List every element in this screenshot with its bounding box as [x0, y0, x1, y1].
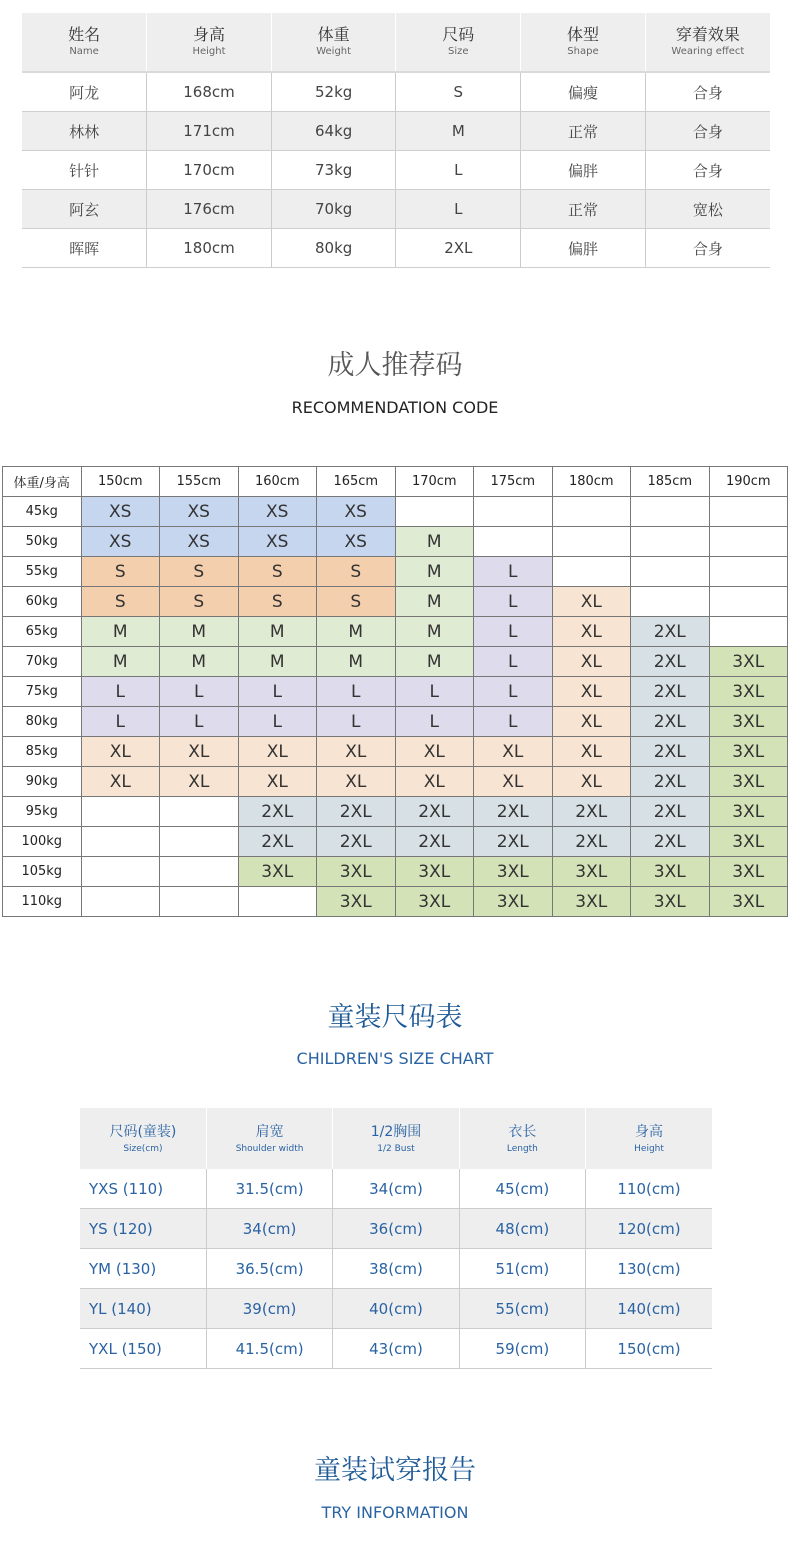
tryon-header-weight: 体重 Weight — [271, 13, 396, 72]
children-cell: 39(cm) — [206, 1289, 332, 1329]
adult-size-cell: XS — [160, 497, 239, 527]
adult-size-cell: XS — [238, 527, 317, 557]
tryon-cell: 阿玄 — [22, 190, 147, 229]
adult-row — [3, 647, 788, 677]
children-row — [80, 1289, 712, 1329]
adult-size-cell: XS — [81, 527, 160, 557]
children-cell: 55(cm) — [459, 1289, 585, 1329]
adult-size-cell: 3XL — [709, 677, 788, 707]
children-cell: 48(cm) — [459, 1209, 585, 1249]
tryon-cell: 171cm — [147, 112, 272, 151]
try-title: 童装试穿报告 — [314, 1455, 476, 1486]
adult-row — [3, 737, 788, 767]
adult-size-cell: 3XL — [631, 857, 710, 887]
children-cell: 140(cm) — [586, 1289, 712, 1329]
adult-size-cell — [709, 587, 788, 617]
adult-size-cell: XS — [317, 527, 396, 557]
adult-size-cell: 3XL — [474, 887, 553, 917]
tryon-header-size: 尺码 Size — [396, 13, 521, 72]
adult-size-cell: 2XL — [238, 797, 317, 827]
tryon-cell: L — [396, 190, 521, 229]
adult-size-cell: M — [395, 527, 474, 557]
adult-size-cell — [631, 587, 710, 617]
adult-size-cell: XL — [81, 737, 160, 767]
children-cell: YL (140) — [80, 1289, 206, 1329]
adult-size-cell — [474, 497, 553, 527]
adult-weight-cell: 65kg — [3, 617, 82, 647]
adult-size-cell: XL — [474, 737, 553, 767]
adult-corner-cell: 体重/身高 — [3, 467, 82, 497]
adult-size-cell: S — [238, 587, 317, 617]
adult-size-cell: 2XL — [631, 617, 710, 647]
tryon-row — [22, 112, 770, 151]
tryon-cell: 168cm — [147, 72, 272, 112]
adult-size-cell — [474, 527, 553, 557]
adult-size-cell: XL — [552, 767, 631, 797]
adult-size-cell — [81, 797, 160, 827]
adult-size-cell — [395, 497, 474, 527]
adult-size-cell: 3XL — [395, 857, 474, 887]
adult-size-cell: L — [395, 677, 474, 707]
adult-size-cell: 2XL — [474, 797, 553, 827]
adult-size-cell: 2XL — [317, 827, 396, 857]
adult-height-header: 175cm — [474, 467, 553, 497]
children-cell: 45(cm) — [459, 1169, 585, 1209]
children-subtitle: CHILDREN'S SIZE CHART — [296, 1049, 494, 1068]
adult-header-row — [3, 467, 788, 497]
adult-size-cell: 2XL — [631, 827, 710, 857]
adult-row — [3, 857, 788, 887]
adult-row — [3, 587, 788, 617]
adult-weight-cell: 70kg — [3, 647, 82, 677]
tryon-cell: 52kg — [271, 72, 396, 112]
children-row — [80, 1169, 712, 1209]
adult-height-header: 170cm — [395, 467, 474, 497]
adult-size-cell: M — [395, 557, 474, 587]
adult-row — [3, 617, 788, 647]
children-cell: 51(cm) — [459, 1249, 585, 1289]
adult-size-cell — [709, 617, 788, 647]
adult-size-cell — [160, 857, 239, 887]
children-size-table — [80, 1108, 712, 1369]
adult-size-cell: 3XL — [631, 887, 710, 917]
adult-height-header: 155cm — [160, 467, 239, 497]
tryon-cell: 2XL — [396, 229, 521, 268]
tryon-cell: 180cm — [147, 229, 272, 268]
tryon-cell: 宽松 — [645, 190, 770, 229]
adult-size-cell: M — [395, 617, 474, 647]
tryon-cell: 偏瘦 — [521, 72, 646, 112]
adult-size-cell: L — [474, 617, 553, 647]
children-cell: 36(cm) — [333, 1209, 459, 1249]
adult-row — [3, 827, 788, 857]
tryon-cell: 70kg — [271, 190, 396, 229]
adult-size-cell — [709, 527, 788, 557]
adult-size-cell — [81, 887, 160, 917]
adult-size-cell — [238, 887, 317, 917]
adult-row — [3, 887, 788, 917]
adult-row — [3, 797, 788, 827]
adult-size-cell: 3XL — [709, 797, 788, 827]
adult-size-cell: L — [395, 707, 474, 737]
adult-size-cell: 3XL — [709, 857, 788, 887]
children-cell: YS (120) — [80, 1209, 206, 1249]
tryon-cell: 林林 — [22, 112, 147, 151]
adult-size-cell: 2XL — [631, 707, 710, 737]
adult-size-cell: 3XL — [238, 857, 317, 887]
adult-size-cell — [552, 497, 631, 527]
adult-size-cell: S — [81, 557, 160, 587]
children-header-row — [80, 1108, 712, 1169]
adult-size-cell: 3XL — [709, 647, 788, 677]
adult-size-cell: XL — [552, 737, 631, 767]
tryon-header-row — [22, 13, 770, 72]
children-cell: 41.5(cm) — [206, 1329, 332, 1369]
adult-size-cell: 3XL — [709, 707, 788, 737]
adult-size-cell: XL — [552, 677, 631, 707]
adult-row — [3, 767, 788, 797]
children-cell: 130(cm) — [586, 1249, 712, 1289]
children-cell: 36.5(cm) — [206, 1249, 332, 1289]
children-cell: 34(cm) — [333, 1169, 459, 1209]
adult-size-cell: 2XL — [474, 827, 553, 857]
adult-weight-cell: 85kg — [3, 737, 82, 767]
adult-size-cell: XL — [552, 617, 631, 647]
adult-row — [3, 677, 788, 707]
adult-height-header: 160cm — [238, 467, 317, 497]
tryon-cell: 64kg — [271, 112, 396, 151]
adult-size-cell: S — [317, 587, 396, 617]
adult-size-cell: L — [317, 677, 396, 707]
tryon-cell: M — [396, 112, 521, 151]
tryon-cell: 80kg — [271, 229, 396, 268]
adult-size-grid — [2, 466, 788, 917]
tryon-cell: 合身 — [645, 151, 770, 190]
children-cell: 43(cm) — [333, 1329, 459, 1369]
adult-weight-cell: 95kg — [3, 797, 82, 827]
adult-size-cell: XL — [552, 707, 631, 737]
adult-size-cell: XL — [552, 647, 631, 677]
adult-size-cell: 2XL — [552, 797, 631, 827]
adult-weight-cell: 110kg — [3, 887, 82, 917]
try-subtitle: TRY INFORMATION — [321, 1503, 469, 1522]
adult-size-cell: M — [81, 647, 160, 677]
tryon-cell: 偏胖 — [521, 151, 646, 190]
adult-size-cell: S — [160, 557, 239, 587]
adult-size-cell: XS — [81, 497, 160, 527]
tryon-header-name: 姓名 Name — [22, 13, 147, 72]
tryon-cell: 正常 — [521, 190, 646, 229]
adult-weight-cell: 90kg — [3, 767, 82, 797]
adult-row — [3, 557, 788, 587]
tryon-cell: 合身 — [645, 72, 770, 112]
adult-height-header: 185cm — [631, 467, 710, 497]
adult-size-cell: XS — [317, 497, 396, 527]
adult-size-cell: 2XL — [631, 797, 710, 827]
adult-size-cell: 3XL — [317, 887, 396, 917]
adult-size-cell: L — [317, 707, 396, 737]
adult-size-cell: S — [317, 557, 396, 587]
adult-height-header: 190cm — [709, 467, 788, 497]
adult-size-cell: M — [395, 647, 474, 677]
adult-size-cell — [160, 887, 239, 917]
adult-size-cell: XL — [238, 737, 317, 767]
children-cell: YM (130) — [80, 1249, 206, 1289]
adult-size-cell — [552, 557, 631, 587]
adult-size-cell: 3XL — [709, 737, 788, 767]
adult-weight-cell: 80kg — [3, 707, 82, 737]
adult-size-cell: 3XL — [552, 857, 631, 887]
adult-size-cell: 2XL — [238, 827, 317, 857]
adult-size-cell: S — [238, 557, 317, 587]
tryon-row — [22, 151, 770, 190]
adult-size-cell: 3XL — [395, 887, 474, 917]
adult-size-cell: XL — [552, 587, 631, 617]
adult-size-cell: XL — [160, 767, 239, 797]
adult-size-cell: L — [238, 677, 317, 707]
adult-size-cell: L — [160, 707, 239, 737]
tryon-cell: 合身 — [645, 112, 770, 151]
adult-size-cell: 2XL — [631, 767, 710, 797]
adult-size-cell: M — [160, 617, 239, 647]
adult-size-cell: XL — [238, 767, 317, 797]
adult-size-cell: 3XL — [552, 887, 631, 917]
adult-size-cell: M — [238, 647, 317, 677]
children-header-shoulder: 肩宽 Shoulder width — [206, 1108, 332, 1169]
adult-size-cell — [631, 497, 710, 527]
adult-size-cell: L — [160, 677, 239, 707]
tryon-table — [22, 13, 770, 268]
tryon-header-shape: 体型 Shape — [521, 13, 646, 72]
adult-size-cell: L — [474, 707, 553, 737]
tryon-header-effect: 穿着效果 Wearing effect — [645, 13, 770, 72]
adult-size-cell: 2XL — [317, 797, 396, 827]
children-row — [80, 1249, 712, 1289]
tryon-cell: 73kg — [271, 151, 396, 190]
children-row — [80, 1209, 712, 1249]
adult-size-cell: 2XL — [631, 647, 710, 677]
tryon-row — [22, 72, 770, 112]
adult-size-cell: L — [81, 707, 160, 737]
tryon-cell: L — [396, 151, 521, 190]
adult-weight-cell: 105kg — [3, 857, 82, 887]
tryon-cell: 170cm — [147, 151, 272, 190]
adult-weight-cell: 60kg — [3, 587, 82, 617]
children-title: 童装尺码表 — [327, 1002, 463, 1033]
adult-weight-cell: 100kg — [3, 827, 82, 857]
adult-size-cell: L — [238, 707, 317, 737]
children-body — [80, 1169, 712, 1369]
children-cell: 120(cm) — [586, 1209, 712, 1249]
adult-height-header: 165cm — [317, 467, 396, 497]
children-cell: YXL (150) — [80, 1329, 206, 1369]
adult-size-cell: M — [238, 617, 317, 647]
adult-size-cell — [709, 557, 788, 587]
adult-size-cell: M — [317, 617, 396, 647]
adult-subtitle: RECOMMENDATION CODE — [291, 398, 499, 417]
children-cell: 34(cm) — [206, 1209, 332, 1249]
adult-size-cell: 3XL — [709, 887, 788, 917]
adult-size-cell: XL — [81, 767, 160, 797]
children-cell: 59(cm) — [459, 1329, 585, 1369]
tryon-cell: 阿龙 — [22, 72, 147, 112]
adult-size-cell: M — [317, 647, 396, 677]
adult-size-cell: XS — [238, 497, 317, 527]
adult-size-cell: L — [81, 677, 160, 707]
adult-size-cell: 2XL — [395, 797, 474, 827]
children-row — [80, 1329, 712, 1369]
adult-size-cell: L — [474, 557, 553, 587]
adult-size-cell: 3XL — [709, 827, 788, 857]
children-header-bust: 1/2胸围 1/2 Bust — [333, 1108, 459, 1169]
adult-size-cell: XL — [317, 737, 396, 767]
tryon-cell: 176cm — [147, 190, 272, 229]
adult-size-cell: M — [81, 617, 160, 647]
adult-size-cell: L — [474, 677, 553, 707]
adult-size-cell: 3XL — [709, 767, 788, 797]
adult-height-header: 180cm — [552, 467, 631, 497]
adult-height-header: 150cm — [81, 467, 160, 497]
adult-row — [3, 527, 788, 557]
tryon-row — [22, 190, 770, 229]
tryon-header-height: 身高 Height — [147, 13, 272, 72]
adult-size-cell: XL — [317, 767, 396, 797]
tryon-cell: 正常 — [521, 112, 646, 151]
adult-size-cell: M — [160, 647, 239, 677]
tryon-body — [22, 72, 770, 268]
adult-row — [3, 707, 788, 737]
adult-size-cell: 3XL — [317, 857, 396, 887]
adult-size-cell: XL — [395, 737, 474, 767]
adult-size-cell: L — [474, 647, 553, 677]
adult-size-cell: XL — [395, 767, 474, 797]
adult-size-cell: S — [81, 587, 160, 617]
adult-size-cell: 3XL — [474, 857, 553, 887]
adult-size-cell: 2XL — [395, 827, 474, 857]
tryon-cell: 偏胖 — [521, 229, 646, 268]
adult-weight-cell: 55kg — [3, 557, 82, 587]
adult-row — [3, 497, 788, 527]
adult-size-cell: XL — [160, 737, 239, 767]
adult-size-cell: 2XL — [631, 677, 710, 707]
children-header-size: 尺码(童装) Size(cm) — [80, 1108, 206, 1169]
tryon-cell: 晖晖 — [22, 229, 147, 268]
adult-weight-cell: 45kg — [3, 497, 82, 527]
children-cell: 110(cm) — [586, 1169, 712, 1209]
adult-body — [3, 497, 788, 917]
adult-size-cell: M — [395, 587, 474, 617]
children-cell: 38(cm) — [333, 1249, 459, 1289]
adult-title: 成人推荐码 — [327, 350, 463, 381]
adult-size-cell: 2XL — [552, 827, 631, 857]
tryon-cell: 针针 — [22, 151, 147, 190]
tryon-cell: S — [396, 72, 521, 112]
adult-size-cell: S — [160, 587, 239, 617]
adult-size-cell: XL — [474, 767, 553, 797]
adult-size-cell — [552, 527, 631, 557]
adult-size-cell — [81, 827, 160, 857]
adult-size-cell — [160, 797, 239, 827]
children-cell: 150(cm) — [586, 1329, 712, 1369]
adult-size-cell — [160, 827, 239, 857]
adult-size-cell — [631, 527, 710, 557]
adult-size-cell: L — [474, 587, 553, 617]
adult-size-cell — [631, 557, 710, 587]
adult-weight-cell: 50kg — [3, 527, 82, 557]
children-header-length: 衣长 Length — [459, 1108, 585, 1169]
adult-size-cell — [709, 497, 788, 527]
tryon-cell: 合身 — [645, 229, 770, 268]
adult-size-cell: XS — [160, 527, 239, 557]
adult-size-cell — [81, 857, 160, 887]
children-cell: YXS (110) — [80, 1169, 206, 1209]
children-cell: 31.5(cm) — [206, 1169, 332, 1209]
tryon-row — [22, 229, 770, 268]
children-header-height: 身高 Height — [586, 1108, 712, 1169]
children-cell: 40(cm) — [333, 1289, 459, 1329]
adult-weight-cell: 75kg — [3, 677, 82, 707]
adult-size-cell: 2XL — [631, 737, 710, 767]
